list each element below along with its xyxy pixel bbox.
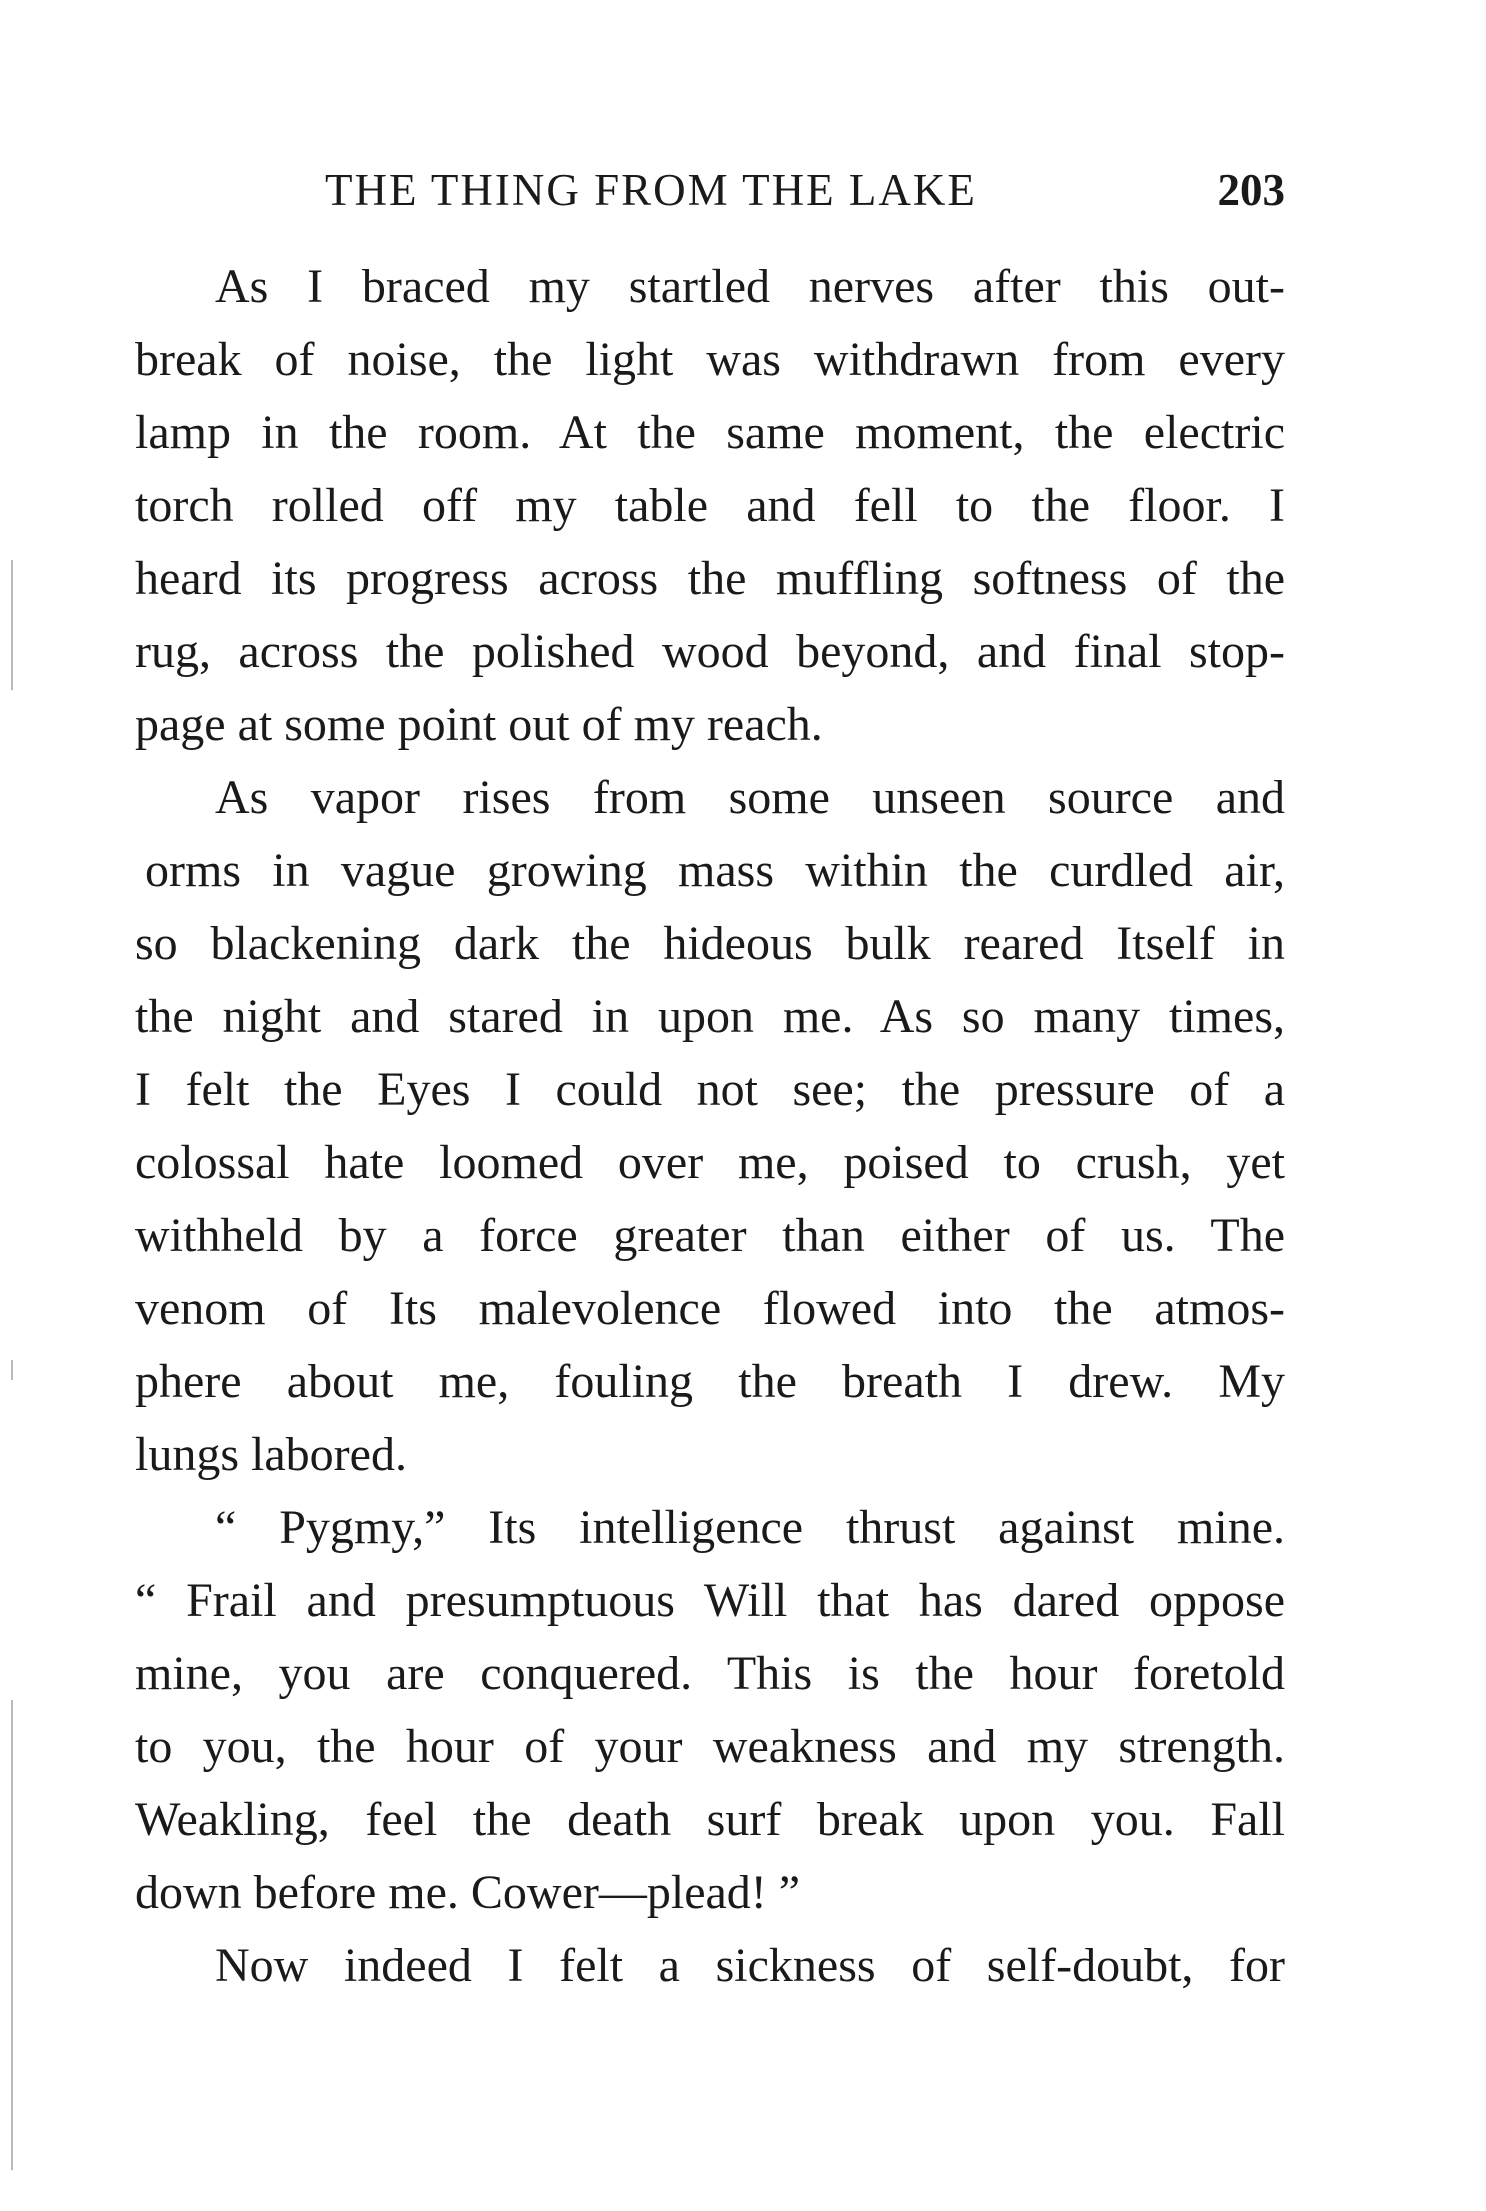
text-line: so blackening dark the hideous bulk reared Itself in <box>135 917 1285 970</box>
text-line: down before me. Cower—plead! ” <box>135 1866 801 1919</box>
text-line: “ Pygmy,” Its intelligence thrust against mine. <box>215 1501 1285 1554</box>
text-line: lamp in the room. At the same moment, the electric <box>135 406 1285 459</box>
margin-scan-line <box>11 1360 13 1380</box>
text-line: Now indeed I felt a sickness of self-doubt, for <box>215 1939 1285 1992</box>
text-line: mine, you are conquered. This is the hour foretold <box>135 1647 1285 1700</box>
text-line: torch rolled off my table and fell to the floor. I <box>135 479 1285 532</box>
margin-scan-line <box>11 560 13 690</box>
text-line: phere about me, fouling the breath I drew. My <box>135 1355 1285 1408</box>
text-line: to you, the hour of your weakness and my strength. <box>135 1720 1285 1773</box>
margin-scan-line <box>11 1700 13 2170</box>
text-line: “ Frail and presumptuous Will that has dared oppose <box>135 1574 1285 1627</box>
running-title: THE THING FROM THE LAKE <box>325 165 977 215</box>
text-line: colossal hate loomed over me, poised to crush, yet <box>135 1136 1285 1189</box>
text-line: As vapor rises from some unseen source and <box>215 771 1285 824</box>
text-line: venom of Its malevolence flowed into the atmos- <box>135 1282 1285 1335</box>
running-header <box>135 160 1285 220</box>
text-line: I felt the Eyes I could not see; the pressure of a <box>135 1063 1285 1116</box>
text-line: As I braced my startled nerves after this out- <box>215 260 1285 313</box>
text-line: lungs labored. <box>135 1428 407 1481</box>
text-line: rug, across the polished wood beyond, and final stop- <box>135 625 1285 678</box>
text-line: break of noise, the light was withdrawn from every <box>135 333 1285 386</box>
text-line: heard its progress across the muffling softness of the <box>135 552 1285 605</box>
text-line: withheld by a force greater than either of us. The <box>135 1209 1285 1262</box>
text-line: Weakling, feel the death surf break upon you. Fall <box>135 1793 1285 1846</box>
text-line: page at some point out of my reach. <box>135 698 823 751</box>
text-line: the night and stared in upon me. As so many times, <box>135 990 1285 1043</box>
text-line: orms in vague growing mass within the curdled air, <box>145 844 1285 897</box>
page-number: 203 <box>1217 165 1285 215</box>
body-text <box>135 250 1285 2002</box>
